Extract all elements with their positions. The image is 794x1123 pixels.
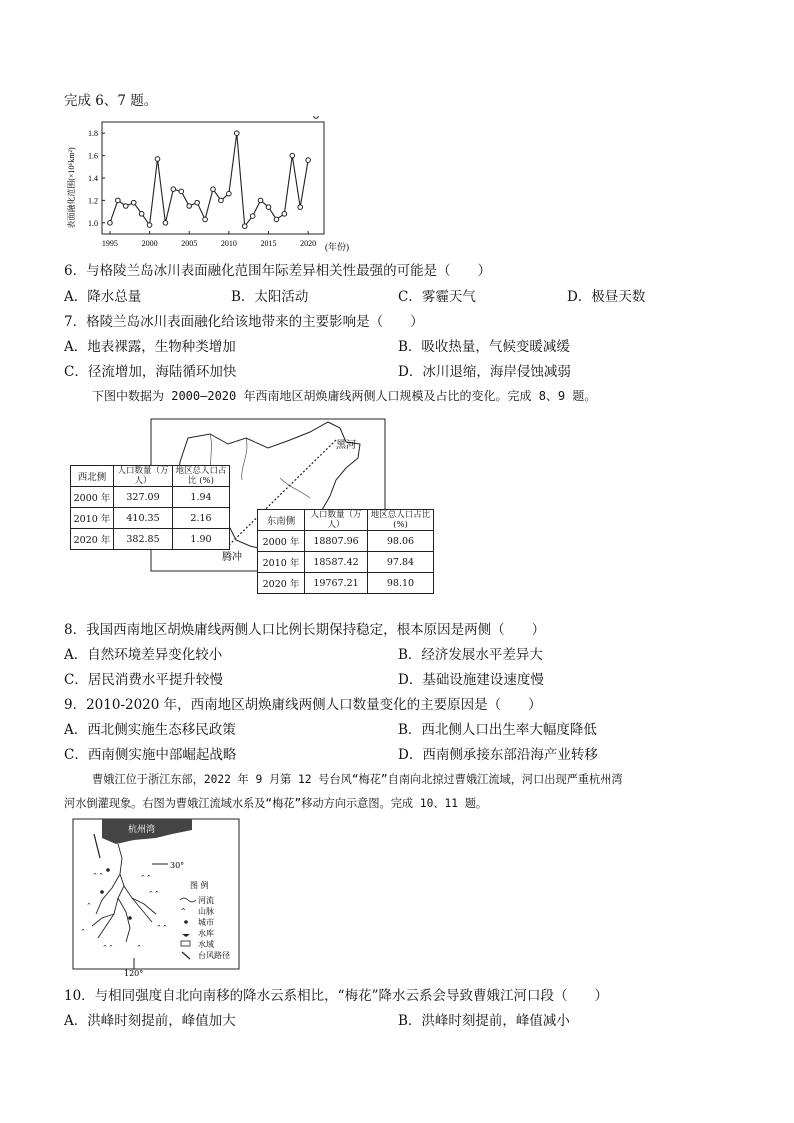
label-lon-120: 120°	[124, 969, 144, 978]
data-point	[274, 217, 279, 222]
data-point	[250, 214, 255, 219]
table-cell: 2020 年	[71, 529, 114, 550]
data-point	[155, 157, 160, 162]
x-tick-label: 2005	[181, 239, 198, 248]
legend-city: 城市	[198, 918, 214, 927]
data-point	[203, 217, 208, 222]
q6-option-a[interactable]: A．降水总量	[64, 289, 142, 305]
data-point	[108, 221, 113, 226]
data-point	[179, 189, 184, 194]
y-tick-label: 1.8	[88, 129, 98, 139]
y-tick-label: 1.4	[88, 174, 98, 183]
svg-text:⌃⌃: ⌃⌃	[102, 944, 114, 952]
svg-text:⌃⌃: ⌃⌃	[148, 890, 160, 898]
table-cell: 382.85	[114, 529, 173, 550]
label-heihe: 黑河	[336, 440, 356, 451]
table-nw-header-pop: 人口数量（万人）	[114, 466, 173, 487]
x-tick-label: 2000	[141, 239, 158, 248]
q6-option-d[interactable]: D．极昼天数	[567, 289, 646, 305]
q7-option-d[interactable]: D．冰川退缩，海岸侵蚀减弱	[398, 364, 571, 380]
q7-option-c[interactable]: C．径流增加，海陆循环加快	[64, 364, 237, 380]
q9-option-a[interactable]: A．西北侧实施生态移民政策	[64, 722, 236, 738]
chart-frame	[102, 122, 324, 234]
table-nw-header-share: 地区总人口占比 (%)	[173, 466, 230, 487]
q9-option-c[interactable]: C．西南侧实施中部崛起战略	[64, 747, 237, 763]
legend-title: 图 例	[190, 881, 209, 890]
table-cell: 2000 年	[71, 487, 114, 508]
svg-text:⌃: ⌃	[86, 902, 92, 910]
label-hangzhou-bay: 杭州湾	[128, 825, 156, 835]
table-southeast	[257, 509, 434, 594]
intro-q10-11-line2: 河水倒灌现象。右图为曹娥江流域水系及“梅花”移动方向示意图。完成 10、11 题。	[64, 797, 488, 810]
svg-text:⌃⌃: ⌃⌃	[140, 874, 152, 882]
q7-option-a[interactable]: A．地表裸露，生物种类增加	[64, 339, 236, 355]
data-point	[258, 198, 263, 203]
x-tick-label: 2020	[300, 239, 317, 248]
y-axis-label: 表面融化范围(×10⁶km²)	[67, 147, 76, 229]
table-nw-header-side: 西北侧	[71, 466, 114, 487]
q6-stem: 6．与格陵兰岛冰川表面融化范围年际差异相关性最强的可能是（ ）	[64, 263, 492, 279]
data-point	[123, 204, 128, 209]
y-tick-label: 1.2	[88, 196, 98, 206]
intro-q10-11-line1: 曹娥江位于浙江东部，2022 年 9 月第 12 号台风“梅花”自南向北掠过曹娥江流域，河口出现严重杭州湾	[92, 773, 623, 786]
table-cell: 2010 年	[71, 508, 114, 529]
q9-stem: 9．2010-2020 年，西南地区胡焕庸线两侧人口数量变化的主要原因是（ ）	[64, 697, 542, 713]
caoe-river-map	[72, 818, 242, 978]
table-se-header-side: 东南侧	[258, 510, 305, 531]
svg-text:⌃: ⌃	[136, 944, 142, 952]
table-cell: 18587.42	[305, 552, 368, 573]
table-se-header-pop: 人口数量（万人）	[305, 510, 368, 531]
table-northwest	[70, 465, 230, 550]
table-cell: 2020 年	[258, 573, 305, 594]
table-cell: 410.35	[114, 508, 173, 529]
data-point	[116, 198, 121, 203]
data-point	[282, 212, 287, 217]
q10-stem: 10．与相同强度自北向南移的降水云系相比，“梅花”降水云系会导致曹娥江河口段（ ）	[64, 988, 608, 1004]
q7-option-b[interactable]: B．吸收热量，气候变暖减缓	[398, 339, 570, 355]
q10-option-b[interactable]: B．洪峰时刻提前，峰值减小	[398, 1013, 570, 1029]
intro-q6-7: 完成 6、7 题。	[64, 93, 158, 109]
q8-option-b[interactable]: B．经济发展水平差异大	[398, 647, 543, 663]
table-se-header-share: 地区总人口占比 (%)	[368, 510, 434, 531]
q6-option-b[interactable]: B．太阳活动	[231, 289, 309, 305]
y-tick-label: 1.0	[88, 218, 98, 228]
q8-stem: 8．我国西南地区胡焕庸线两侧人口比例长期保持稳定，根本原因是两侧（ ）	[64, 622, 546, 638]
y-tick-label: 1.6	[88, 151, 98, 161]
table-cell: 98.06	[368, 531, 434, 552]
label-lat-30: 30°	[170, 861, 185, 870]
q6-option-c[interactable]: C．雾霾天气	[398, 289, 476, 305]
q8-option-a[interactable]: A．自然环境差异变化较小	[64, 647, 223, 663]
q9-option-b[interactable]: B．西北侧人口出生率大幅度降低	[398, 722, 597, 738]
x-tick-label: 2010	[220, 239, 237, 248]
data-point	[298, 205, 303, 210]
legend-reservoir: 水库	[198, 929, 214, 938]
data-point	[234, 131, 239, 136]
svg-text:⌃: ⌃	[180, 907, 187, 916]
label-tengchong: 腾冲	[222, 552, 242, 563]
svg-text:⌃⌃: ⌃⌃	[156, 924, 168, 932]
data-point	[195, 200, 200, 205]
data-point	[147, 223, 152, 228]
q9-option-d[interactable]: D．西南侧承接东部沿海产业转移	[398, 747, 598, 763]
table-cell: 1.94	[173, 487, 230, 508]
table-cell: 18807.96	[305, 531, 368, 552]
svg-text:⌃: ⌃	[80, 928, 86, 936]
data-point	[211, 187, 216, 192]
table-cell: 97.84	[368, 552, 434, 573]
x-tick-label: 2015	[260, 239, 277, 248]
legend-water: 水域	[198, 940, 214, 949]
x-axis-label: (年份)	[325, 242, 349, 252]
q8-option-d[interactable]: D．基础设施建设速度慢	[398, 672, 544, 688]
legend-typhoon-path: 台风路径	[198, 951, 230, 960]
table-cell: 98.10	[368, 573, 434, 594]
data-point	[219, 198, 224, 203]
melt-extent-chart	[62, 116, 362, 258]
data-point	[227, 191, 232, 196]
data-point	[187, 204, 192, 209]
data-point	[131, 200, 136, 205]
table-cell: 2010 年	[258, 552, 305, 573]
intro-q8-9: 下图中数据为 2000—2020 年西南地区胡焕庸线两侧人口规模及占比的变化。完成 8、9 题。	[92, 389, 597, 403]
q8-option-c[interactable]: C．居民消费水平提升较慢	[64, 672, 223, 688]
table-cell: 1.90	[173, 529, 230, 550]
svg-text:⌃⌃: ⌃⌃	[92, 872, 104, 880]
q10-option-a[interactable]: A．洪峰时刻提前，峰值加大	[64, 1013, 236, 1029]
table-cell: 2.16	[173, 508, 230, 529]
data-point	[242, 224, 247, 229]
data-point	[306, 158, 311, 163]
legend-mountain: 山脉	[198, 907, 214, 916]
data-point	[266, 205, 271, 210]
legend-river: 河流	[198, 896, 214, 905]
q7-stem: 7．格陵兰岛冰川表面融化给该地带来的主要影响是（ ）	[64, 314, 424, 330]
data-point	[171, 187, 176, 192]
data-point	[290, 153, 295, 158]
table-cell: 2000 年	[258, 531, 305, 552]
table-cell: 327.09	[114, 487, 173, 508]
data-point	[163, 221, 168, 226]
table-cell: 19767.21	[305, 573, 368, 594]
data-point	[139, 212, 144, 217]
data-point	[314, 116, 319, 118]
x-tick-label: 1995	[101, 239, 118, 248]
